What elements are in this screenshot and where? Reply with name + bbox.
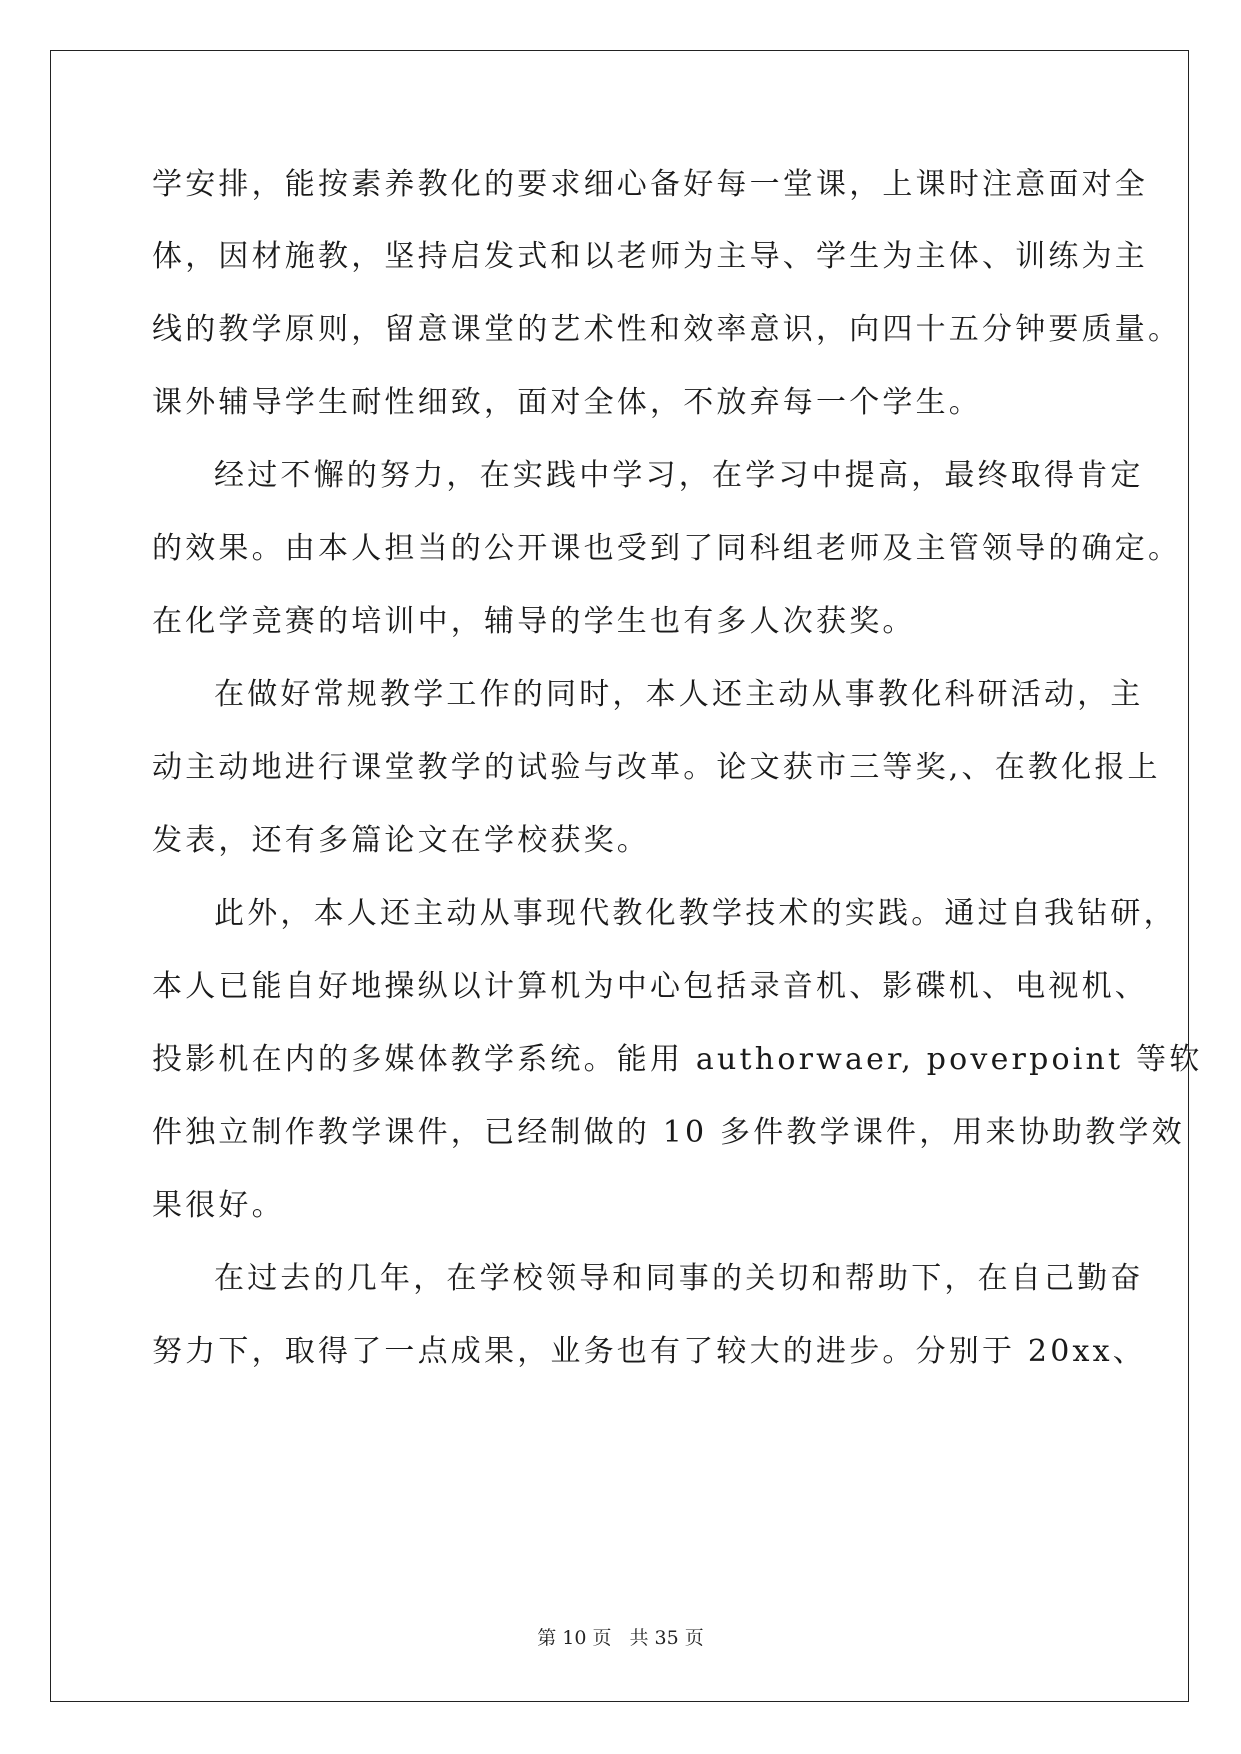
paragraph-first-line: 在做好常规教学工作的同时，本人还主动从事教化科研活动，主 [214,677,1144,712]
text-line: 学安排，能按素养教化的要求细心备好每一堂课，上课时注意面对全 [152,167,1148,202]
text-line: 发表，还有多篇论文在学校获奖。 [152,823,650,858]
text-line: 在化学竞赛的培训中，辅导的学生也有多人次获奖。 [152,604,916,639]
text-line: 线的教学原则，留意课堂的艺术性和效率意识，向四十五分钟要质量。 [152,312,1182,347]
paragraph-first-line: 此外，本人还主动从事现代教化教学技术的实践。通过自我钻研， [214,896,1177,931]
text-line: 课外辅导学生耐性细致，面对全体，不放弃每一个学生。 [152,385,982,420]
text-line: 投影机在内的多媒体教学系统。能用 authorwaer, poverpoint 等软 [152,1042,1203,1077]
text-line: 件独立制作教学课件，已经制做的 10 多件教学课件，用来协助教学效 [152,1115,1185,1150]
page-number: 第 10 页 [537,1627,612,1649]
text-line: 努力下，取得了一点成果，业务也有了较大的进步。分别于 20xx、 [152,1334,1146,1369]
paragraph-first-line: 经过不懈的努力，在实践中学习，在学习中提高，最终取得肯定 [214,458,1144,493]
text-line: 动主动地进行课堂教学的试验与改革。论文获市三等奖,、在教化报上 [152,750,1161,785]
text-line: 果很好。 [152,1188,285,1223]
text-line: 的效果。由本人担当的公开课也受到了同科组老师及主管领导的确定。 [152,531,1182,566]
page-total: 共 35 页 [629,1627,704,1649]
text-line: 体，因材施教，坚持启发式和以老师为主导、学生为主体、训练为主 [152,239,1148,274]
text-line: 本人已能自好地操纵以计算机为中心包括录音机、影碟机、电视机、 [152,969,1148,1004]
paragraph-first-line: 在过去的几年，在学校领导和同事的关切和帮助下，在自己勤奋 [214,1261,1144,1296]
page-footer [0,1623,1241,1650]
page-border [50,50,1189,1702]
